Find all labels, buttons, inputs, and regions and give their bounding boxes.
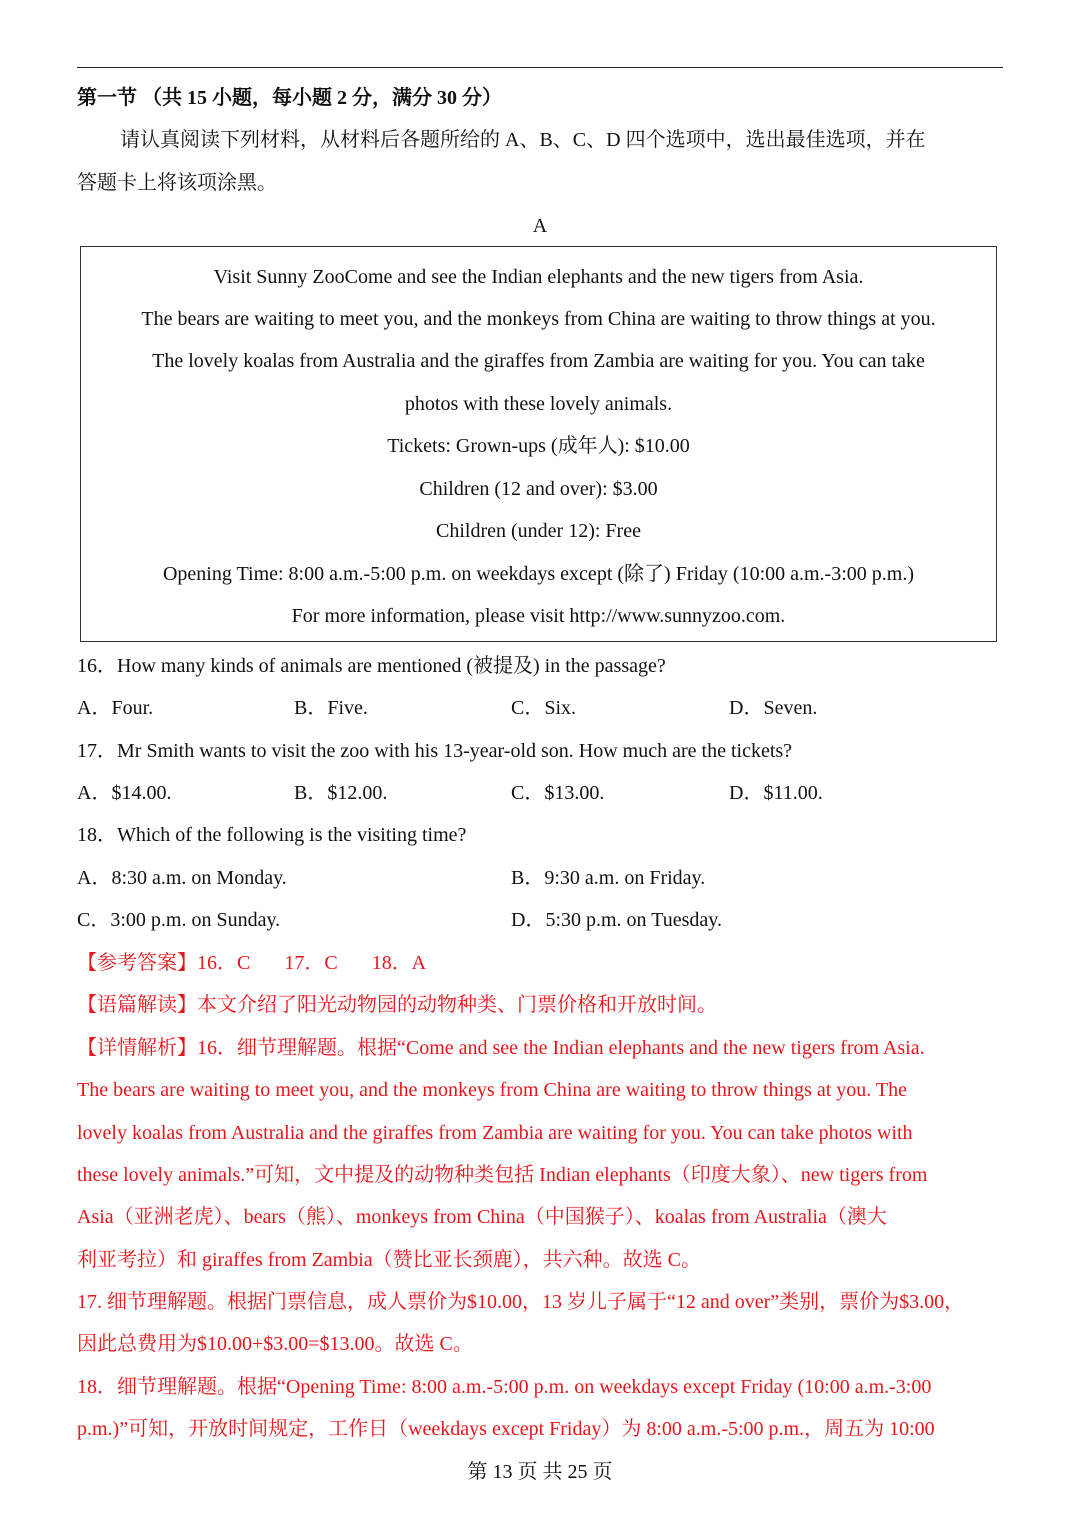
passage-label: A [532, 215, 548, 237]
notice-box [80, 246, 997, 642]
notice-line: The lovely koalas from Australia and the giraffes from Zambia are waiting for you. You can take [152, 350, 925, 372]
q18-option-a: A．8:30 a.m. on Monday. [77, 867, 287, 889]
tickets-grownups: Tickets: Grown-ups (成年人): $10.00 [387, 435, 690, 457]
reading-text: 本文介绍了阳光动物园的动物种类、门票价格和开放时间。 [197, 994, 717, 1016]
q16-option-c: C．Six. [511, 697, 577, 719]
analysis-line: 17. 细节理解题。根据门票信息，成人票价为$10.00，13 岁儿子属于“12 and over”类别，票价为$3.00， [77, 1291, 965, 1313]
q16-option-a: A．Four. [77, 697, 154, 719]
q18-option-b: B．9:30 a.m. on Friday. [511, 867, 706, 889]
question-16-stem: 16．How many kinds of animals are mentioned (被提及) in the passage? [77, 655, 666, 677]
q17-option-c: C．$13.00. [511, 782, 605, 804]
q18-option-c: C．3:00 p.m. on Sunday. [77, 909, 281, 931]
notice-line: The bears are waiting to meet you, and the monkeys from China are waiting to throw things at you. [141, 308, 936, 330]
analysis-text: 16．细节理解题。根据“Come and see the Indian elephants and the new tigers from Asia. [197, 1037, 925, 1059]
analysis-line: 利亚考拉）和 giraffes from Zambia（赞比亚长颈鹿），共六种。故选 C。 [77, 1249, 702, 1271]
notice-line: photos with these lovely animals. [404, 393, 673, 415]
answer-16: 16．C [197, 952, 251, 974]
analysis-tag: 【详情解析】 [77, 1037, 197, 1059]
q18-option-d: D．5:30 p.m. on Tuesday. [511, 909, 722, 931]
q16-option-d: D．Seven. [729, 697, 818, 719]
tickets-children-under-12: Children (under 12): Free [436, 520, 641, 542]
instructions-line-1: 请认真阅读下列材料，从材料后各题所给的 A、B、C、D 四个选项中，选出最佳选项，并在 [120, 129, 926, 151]
question-17-stem: 17．Mr Smith wants to visit the zoo with his 13-year-old son. How much are the tickets? [77, 740, 793, 762]
answer-tag: 【参考答案】 [77, 952, 197, 974]
question-18-stem: 18．Which of the following is the visiting time? [77, 824, 467, 846]
answer-18: 18．A [371, 952, 427, 974]
instructions-line-2: 答题卡上将该项涂黑。 [77, 172, 277, 194]
q17-option-d: D．$11.00. [729, 782, 823, 804]
passage-summary [77, 991, 717, 1019]
analysis-line: lovely koalas from Australia and the giraffes from Zambia are waiting for you. You can take photos with [77, 1122, 913, 1144]
analysis-line: Asia（亚洲老虎）、bears（熊）、monkeys from China（中国猴子）、koalas from Australia（澳大 [77, 1206, 887, 1228]
page-number: 第 13 页 共 25 页 [467, 1461, 613, 1483]
analysis-line: these lovely animals.”可知，文中提及的动物种类包括 Indian elephants（印度大象）、new tigers from [77, 1164, 928, 1186]
analysis-line: 18．细节理解题。根据“Opening Time: 8:00 a.m.-5:00 p.m. on weekdays except Friday (10:00 a.m.-3:00 [77, 1376, 932, 1398]
top-rule [77, 67, 1003, 68]
analysis-line: p.m.)”可知，开放时间规定，工作日（weekdays except Friday）为 8:00 a.m.-5:00 p.m.，周五为 10:00 [77, 1418, 935, 1440]
more-info: For more information, please visit http://www.sunnyzoo.com. [291, 605, 786, 627]
analysis-line: 因此总费用为$10.00+$3.00=$13.00。故选 C。 [77, 1333, 473, 1355]
answer-17: 17．C [284, 952, 338, 974]
q17-option-b: B．$12.00. [294, 782, 388, 804]
notice-line: Visit Sunny ZooCome and see the Indian elephants and the new tigers from Asia. [213, 266, 864, 288]
q16-option-b: B．Five. [294, 697, 368, 719]
opening-time: Opening Time: 8:00 a.m.-5:00 p.m. on weekdays except (除了) Friday (10:00 a.m.-3:00 p.m.) [162, 563, 914, 585]
analysis-line: The bears are waiting to meet you, and the monkeys from China are waiting to throw things at you. The [77, 1079, 907, 1101]
analysis-line [77, 1034, 925, 1062]
q17-option-a: A．$14.00. [77, 782, 172, 804]
section-heading: 第一节 （共 15 小题，每小题 2 分，满分 30 分） [77, 87, 502, 109]
answer-key [77, 949, 426, 977]
tickets-children-over-12: Children (12 and over): $3.00 [419, 478, 658, 500]
reading-tag: 【语篇解读】 [77, 994, 197, 1016]
